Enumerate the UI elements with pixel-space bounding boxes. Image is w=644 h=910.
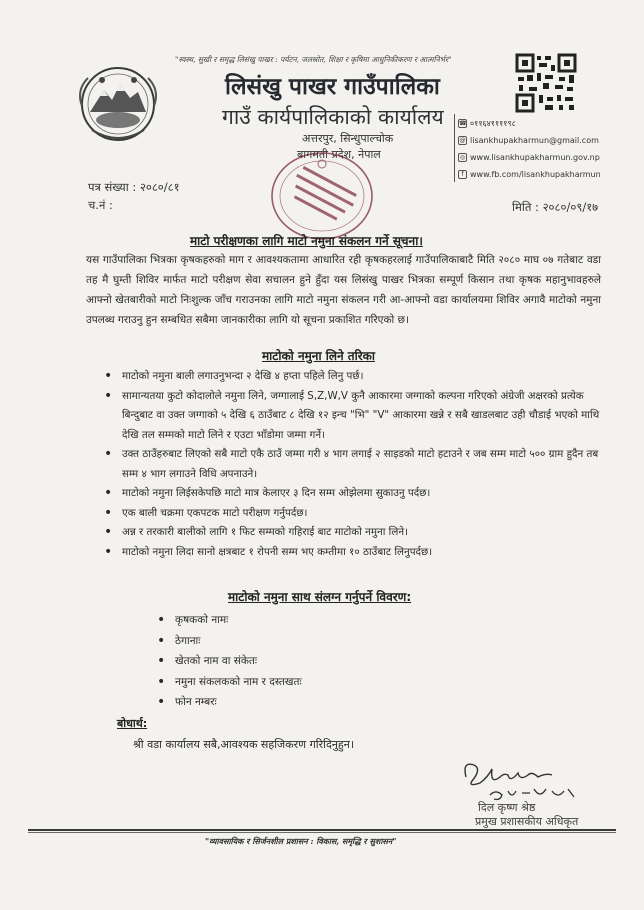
qr-code-icon — [515, 53, 577, 113]
list-item: • माटोको नमुना बाली लगाउनुभन्दा २ देखि ४ हप्ता पहिले लिनु पर्छ। — [100, 367, 600, 387]
cc-text: श्री वडा कार्यालय सबै,आवश्यक सहजिकरण गरिदिनुहुन। — [133, 738, 355, 751]
footer-slogan: "व्यावसायिक र सिर्जनशील प्रशासन : विकास, समृद्धि र सुशासन" — [205, 836, 397, 846]
list-item: • माटोको नमुना लिईसकेपछि माटो मात्र केलाएर ३ दिन सम्म ओझेलमा सुकाउनु पर्दछ। — [100, 484, 600, 504]
details-title: माटोको नमुना साथ संलग्न गर्नुपर्ने विवरण: — [228, 590, 412, 604]
contact-phone-text: ०११६४११११९८ — [470, 119, 516, 128]
dispatch-number: च.नं : — [88, 198, 113, 212]
footer-rule — [28, 829, 616, 831]
list-item: • एक बाली चक्रमा एकपटक माटो परीक्षण गर्नुपर्दछ। — [100, 504, 600, 524]
list-item: • कृषकको नामः — [155, 610, 302, 631]
list-item: • नमुना संकलकको नाम र दस्तखतः — [155, 672, 302, 693]
contact-block — [458, 115, 638, 183]
municipality-name: लिसंखु पाखर गाउँपालिका — [225, 74, 440, 100]
footer-rule-thin — [28, 832, 616, 833]
contact-website[interactable] — [458, 149, 638, 166]
details-list — [155, 610, 302, 713]
list-item: • माटोको नमुना लिदा सानो क्षत्रबाट १ रोपनी सम्म भए कम्तीमा १० ठाउँबाट लिनुपर्दछ। — [100, 543, 600, 563]
method-title: माटोको नमुना लिने तरिका — [262, 349, 375, 363]
cc-label: बोधार्थ: — [117, 717, 148, 730]
address-line-1: अत्तरपुर, सिन्धुपाल्चोक — [302, 132, 394, 145]
contact-website-text[interactable]: www.lisankhupakharmun.gov.np — [470, 153, 600, 162]
contact-divider — [454, 114, 455, 182]
office-seal-stamp — [268, 148, 376, 243]
address-line-2: बागमती प्रदेश, नेपाल — [297, 148, 381, 161]
list-item: • ठेगानाः — [155, 631, 302, 652]
contact-phone — [458, 115, 638, 132]
header-slogan: "स्वस्थ, सुखी र समृद्ध लिसंखु पाखर : पर्यटन, जलस्रोत, शिक्षा र कृषिमा आधुनिकीकरण र आत्मनिर्भर" — [175, 55, 452, 64]
nepal-emblem-icon — [72, 60, 164, 148]
notice-paragraph: यस गाउँपालिका भित्रका कृषकहरुको माग र आवश्यकतामा आधारित रही कृषकहरलाई गाउँपालिकाबाटै मिति २०८० माघ ०७ गतेबाट वडा तह मै घुम्ती शिविर मार्फत माटो परीक्षण सेवा सचालन हुने हुँदा यस लिसंखु पाखर भित्रका सम्पूर्ण किसान तथा कृषक महानुभावहरुले आफ्नो खेतबारीको माटो निःशुल्क जाँच गराउनका लागि माटो नमुना संकलन गरी आ-आफ्नो वडा कार्यालयमा शिविर अगावै माटोको नमुना उपलब्ध गराउनु हुन सम्बधित सबैमा जानकारीका लागि यो सूचना प्रकाशित गरिएको छ। — [86, 254, 601, 326]
contact-email-text[interactable]: lisankhupakharmun@gmail.com — [470, 136, 599, 145]
letter-date: मिति : २०८०/०९/१७ — [512, 200, 599, 214]
method-list — [100, 367, 600, 562]
list-item: • खेतको नाम वा संकेतः — [155, 651, 302, 672]
phone-icon: ☎ — [459, 120, 467, 127]
list-item: • अन्न र तरकारी बालीको लागि १ फिट सम्मको गहिराई बाट माटोको नमुना लिने। — [100, 523, 600, 543]
contact-email[interactable] — [458, 132, 638, 149]
office-name: गाउँ कार्यपालिकाको कार्यालय — [222, 105, 444, 129]
list-item: • उक्त ठाउँहरुबाट लिएको सबै माटो एकै ठाउँ जम्मा गरी ४ भाग लगाई २ साइडको माटो हटाउने र जब सम्म माटो ५०० ग्राम हुदैन तब सम्म ४ भाग लगाउने विधि अपनाउने। — [100, 445, 600, 484]
signer-name: दिल कृष्ण श्रेष्ठ — [478, 801, 536, 814]
contact-facebook[interactable] — [458, 166, 638, 183]
signer-title: प्रमुख प्रशासकीय अधिकृत — [475, 815, 579, 828]
email-icon: @ — [459, 137, 466, 144]
letter-number: पत्र संख्या : २०८०/८१ — [88, 180, 180, 194]
facebook-icon: f — [458, 170, 467, 179]
contact-facebook-text[interactable]: www.fb.com/lisankhupakharmun — [470, 170, 601, 179]
globe-icon: ◎ — [459, 154, 466, 161]
notice-title: माटो परीक्षणका लागि माटो नमुना संकलन गर्ने सूचना। — [190, 234, 423, 248]
list-item: • फोन नम्बरः — [155, 692, 302, 713]
list-item: • सामान्यतया कुटो कोदालोले नमुना लिने, जग्गालाई S,Z,W,V कुनै आकारमा जग्गाको कल्पना गरिएको अंग्रेजी अक्षरको प्रत्येक बिन्दुबाट वा उक्त जग्गाको ५ देखि ६ ठाउँबाट ८ देखि १२ इन्च "भि" "V" आकारमा खन्ने र सबै खाडलबाट उही चौडाई भएको माथि देखि तल सम्मको माटो लिने र एउटा भाँडोमा जम्मा गर्ने। — [100, 387, 600, 446]
